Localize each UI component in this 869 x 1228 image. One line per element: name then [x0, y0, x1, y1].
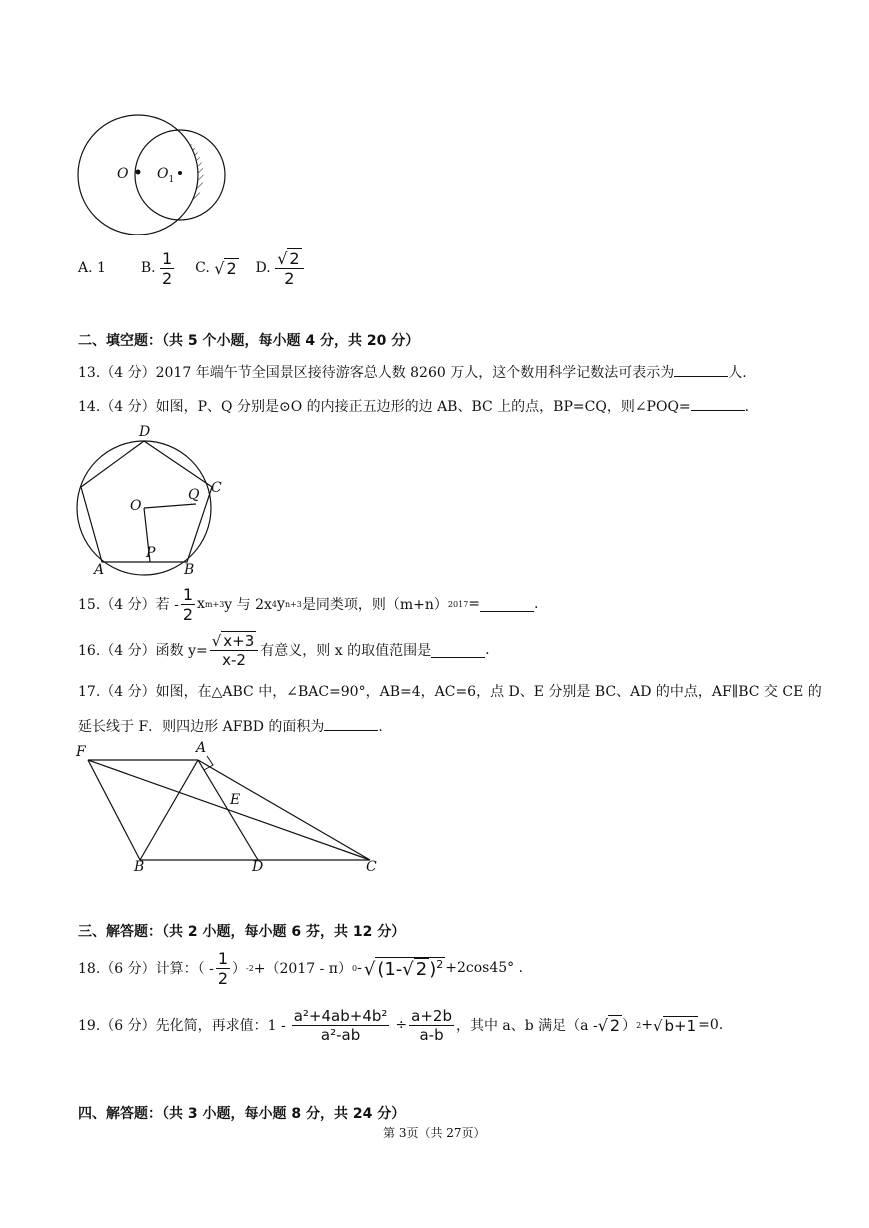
label-c: C [366, 859, 377, 875]
label-f: F [76, 744, 86, 760]
label-d: D [139, 424, 151, 440]
answer-blank-14[interactable] [691, 396, 745, 411]
q12-options [78, 248, 304, 288]
option-d-label: D. [255, 260, 271, 276]
label-b: B [134, 859, 145, 875]
option-c-label: C. [195, 260, 210, 276]
sqrt-2: √ 2 [597, 1016, 621, 1035]
answer-blank-13[interactable] [674, 362, 728, 377]
section-3-title: 三、解答题：（共 2 小题，每小题 6 芬，共 12 分） [78, 924, 406, 940]
question-13: 13.（4 分）2017 年端午节全国景区接待游客总人数 8260 万人，这个数用科学记数法可表示为 人. [78, 362, 747, 383]
segment-fc [88, 760, 370, 860]
label-d: D [252, 859, 264, 875]
question-14: 14.（4 分）如图，P、Q 分别是⊙O 的内接正五边形的边 AB、BC 上的点，BP=CQ，则∠POQ= . [78, 396, 749, 417]
segment-ab [140, 760, 198, 860]
label-o: O [130, 498, 142, 514]
segment-fb [88, 760, 140, 860]
section-4-title: 四、解答题：（共 3 小题，每小题 8 分，共 24 分） [78, 1106, 406, 1122]
section-2-title: 二、填空题：（共 5 个小题，每小题 4 分，共 20 分） [78, 333, 420, 349]
label-p: P [146, 545, 156, 561]
fraction-sqrt-over: $\frac{√ x+3}{x-2}$ [210, 631, 259, 669]
fraction-1: $\frac{\text{a²+4ab+4b²}}{\text{a²-ab}}$ [293, 1006, 388, 1044]
label-a: A [94, 562, 105, 578]
answer-blank-16[interactable] [431, 643, 485, 658]
fraction-one-half: $\frac{1}{2}$ [182, 584, 193, 624]
option-b-fraction: $\frac{1}{2}$ [162, 248, 173, 288]
label-a: A [196, 740, 207, 756]
question-19: 19.（6 分）先化简，再求值：1 - $\frac{\text{a²+4ab+4b²}}{\text{a²-ab}}$ ÷ $\frac{a+2b}{a-b}$ ，其中 a、b 满足（a - √ 2 ） 2 + √ b+1 =0. [78, 1006, 724, 1044]
question-17-line2: 延长线于 F．则四边形 AFBD 的面积为 . [78, 716, 383, 737]
figure-two-circles [70, 110, 240, 235]
option-a: A. 1 [78, 260, 106, 276]
fraction-one-half: $\frac{1}{2}$ [217, 948, 228, 988]
question-18: 18.（6 分）计算：（ - $\frac{1}{2}$ ） -2 +（2017 - π） 0 - √ (1-√ 2 )$^2$ +2cos45° . [78, 948, 524, 988]
answer-blank-17[interactable] [324, 716, 378, 731]
question-15: 15.（4 分）若 - $\frac{1}{2}$ x m+3 y 与 2x 4 y n+3 是同类项，则（m+n） 2017 = . [78, 584, 539, 624]
shaded-lune [188, 141, 204, 209]
option-b-label: B. [140, 260, 156, 276]
option-d-fraction: $\frac{√ 2}{2}$ [275, 248, 303, 288]
fraction-2: $\frac{a+2b}{a-b}$ [411, 1006, 452, 1044]
page-footer: 第 3页（共 27页） [383, 1126, 486, 1140]
label-b: B [184, 562, 195, 578]
label-o1: $O_1$ [157, 166, 175, 185]
sqrt-expression: √ (1-√ 2 )$^2$ [363, 957, 444, 980]
sqrt-b-plus-1: √ b+1 [652, 1016, 697, 1035]
question-17-line1: 17.（4 分）如图，在△ABC 中，∠BAC=90°，AB=4，AC=6，点 D、E 分别是 BC、AD 的中点，AF∥BC 交 CE 的 [78, 684, 822, 700]
segment-oq [144, 504, 196, 508]
center-o1-dot [178, 171, 182, 175]
figure-triangle-afbd [70, 742, 390, 882]
label-c: C [211, 480, 222, 496]
center-o-dot [136, 170, 141, 175]
question-16: 16.（4 分）函数 y= $\frac{√ x+3}{x-2}$ 有意义，则 x 的取值范围是 . [78, 632, 490, 669]
answer-blank-15[interactable] [480, 597, 534, 612]
segment-ac [198, 760, 370, 860]
option-c-sqrt: √ 2 [214, 259, 237, 278]
label-e: E [230, 792, 241, 808]
label-q: Q [188, 487, 200, 503]
label-o: O [117, 166, 129, 182]
